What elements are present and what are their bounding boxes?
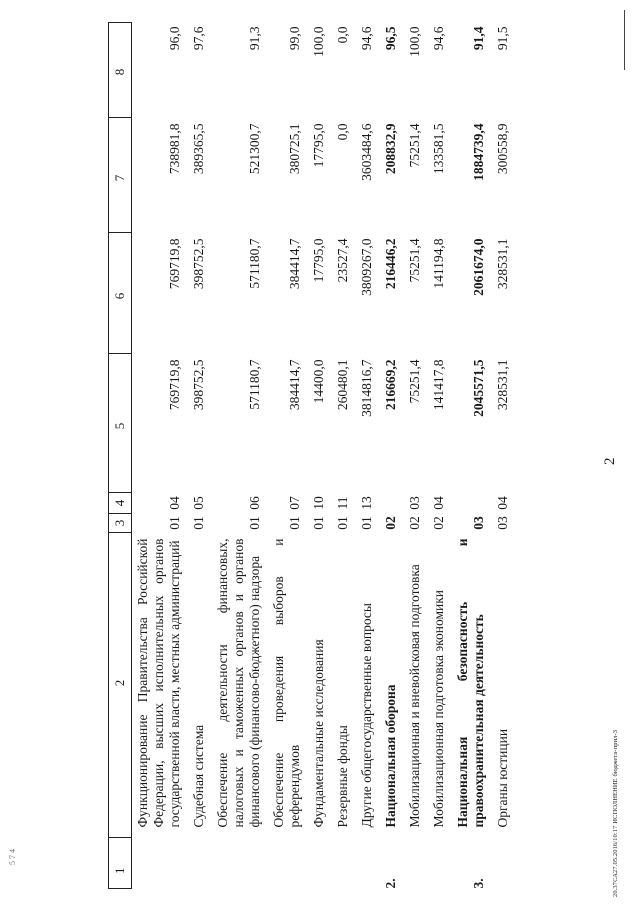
- header-col-5: 5: [109, 354, 132, 493]
- row-section: 01: [287, 516, 302, 530]
- row-section: 01: [311, 516, 326, 530]
- row-section: 03: [471, 516, 486, 530]
- row-value-5: 571180,7: [247, 359, 262, 410]
- row-value-6: 216446,2: [383, 238, 398, 290]
- row-section: 02: [431, 516, 446, 530]
- header-col-4: 4: [109, 493, 132, 514]
- row-section: 03: [495, 516, 510, 530]
- row-value-6: 3809267,0: [359, 238, 374, 296]
- row-value-5: 398752,5: [191, 359, 206, 411]
- row-name: Национальная безопасность и правоохранительная деятельность: [455, 538, 486, 828]
- row-value-8: 91,3: [247, 26, 262, 51]
- row-value-8: 91,4: [471, 26, 486, 51]
- row-value-6: 328531,1: [495, 238, 510, 290]
- row-value-7: 3603484,6: [359, 123, 374, 181]
- row-name: Мобилизационная подготовка экономики: [431, 589, 446, 828]
- row-value-8: 96,5: [383, 26, 398, 51]
- row-value-5: 75251,4: [407, 359, 422, 404]
- row-value-5: 14400,0: [311, 359, 326, 404]
- row-name: Национальная оборона: [383, 684, 398, 828]
- row-section: 01: [247, 516, 262, 530]
- row-subsection: 04: [167, 496, 182, 510]
- row-name: Органы юстиции: [495, 728, 510, 828]
- row-name: Резервные фонды: [335, 725, 350, 828]
- row-value-8: 99,0: [287, 26, 302, 51]
- row-value-8: 97,6: [191, 26, 206, 51]
- table-row: [132, 23, 189, 889]
- row-value-6: 141194,8: [431, 238, 446, 289]
- row-subsection: 10: [311, 496, 326, 510]
- table-row: [188, 23, 212, 889]
- row-value-7: 389365,5: [191, 123, 206, 175]
- row-subsection: 03: [407, 496, 422, 510]
- row-value-5: 769719,8: [167, 359, 182, 411]
- row-value-6: 75251,4: [407, 238, 422, 283]
- row-value-5: 3814816,7: [359, 359, 374, 417]
- row-name: Судебная система: [191, 724, 206, 828]
- row-subsection: [380, 493, 404, 514]
- row-value-7: 133581,5: [431, 123, 446, 175]
- row-value-7: 0,0: [335, 123, 350, 141]
- row-section: 01: [191, 516, 206, 530]
- row-name: Фундаментальные исследования: [311, 639, 326, 828]
- row-value-7: 75251,4: [407, 123, 422, 168]
- row-number: [428, 838, 452, 889]
- row-section: 02: [383, 516, 398, 530]
- row-value-6: 398752,5: [191, 238, 206, 290]
- table-row: [212, 23, 268, 889]
- header-col-1: 1: [109, 838, 132, 889]
- header-col-7: 7: [109, 118, 132, 233]
- row-subsection: 07: [287, 496, 302, 510]
- row-number: [308, 838, 332, 889]
- row-number: [212, 838, 268, 889]
- row-value-6: 23527,4: [335, 238, 350, 283]
- row-section: 01: [335, 516, 350, 530]
- header-col-3: 3: [109, 514, 132, 533]
- row-value-6: 769719,8: [167, 238, 182, 290]
- row-name: Обеспечение деятельности финансовых, налоговых и таможенных органов и органов финансового (финансово-бюджетного) надзора: [215, 538, 262, 828]
- row-value-8: 94,6: [359, 26, 374, 51]
- row-value-7: 208832,9: [383, 123, 398, 175]
- row-value-7: 738981,8: [167, 123, 182, 175]
- table-row: [404, 23, 428, 889]
- row-number: [356, 838, 380, 889]
- row-name: Другие общегосударственные вопросы: [359, 603, 374, 828]
- table-row: [492, 23, 516, 889]
- row-number: 3.: [471, 878, 486, 889]
- table-header-row: [109, 23, 132, 889]
- row-number: [268, 838, 308, 889]
- row-name: Обеспечение проведения выборов и референдумов: [271, 538, 302, 828]
- row-value-7: 521300,7: [247, 123, 262, 175]
- row-name: Мобилизационная и вневойсковая подготовка: [407, 564, 422, 828]
- row-subsection: 06: [247, 496, 262, 510]
- header-col-2: 2: [109, 533, 132, 838]
- edge-line: [624, 10, 625, 70]
- row-value-7: 17795,0: [311, 123, 326, 168]
- row-subsection: 11: [335, 496, 350, 510]
- row-value-6: 17795,0: [311, 238, 326, 283]
- row-number: [132, 838, 189, 889]
- row-value-8: 100,0: [311, 26, 326, 57]
- page-number: 2: [602, 457, 618, 465]
- row-number: 2.: [383, 878, 398, 889]
- row-value-5: 216669,2: [383, 359, 398, 411]
- row-section: 01: [167, 516, 182, 530]
- row-subsection: 05: [191, 496, 206, 510]
- row-subsection: [452, 493, 492, 514]
- row-value-7: 380725,1: [287, 123, 302, 175]
- row-value-5: 384414,7: [287, 359, 302, 411]
- header-col-6: 6: [109, 233, 132, 354]
- row-value-6: 571180,7: [247, 238, 262, 289]
- row-value-7: 300558,9: [495, 123, 510, 175]
- row-value-6: 2061674,0: [471, 238, 486, 296]
- row-section: 01: [359, 516, 374, 530]
- row-number: [404, 838, 428, 889]
- table-row: [452, 23, 492, 889]
- header-col-8: 8: [109, 23, 132, 118]
- footer-text: 20.37СА27.05.2016/10:17 ИСПОЛНЕНИЕ бюджета-прил-3: [612, 729, 619, 897]
- row-subsection: 13: [359, 496, 374, 510]
- row-subsection: 04: [431, 496, 446, 510]
- row-value-5: 328531,1: [495, 359, 510, 411]
- row-value-5: 141417,8: [431, 359, 446, 411]
- corner-mark: 5 7 4: [8, 849, 17, 865]
- row-value-5: 260480,1: [335, 359, 350, 411]
- table-row: [268, 23, 308, 889]
- table-row: [380, 23, 404, 889]
- table-row: [356, 23, 380, 889]
- budget-table: [108, 22, 516, 889]
- table-row: [332, 23, 356, 889]
- row-number: [188, 838, 212, 889]
- row-value-8: 100,0: [407, 26, 422, 57]
- row-value-8: 91,5: [495, 26, 510, 51]
- row-subsection: 04: [495, 496, 510, 510]
- row-number: [492, 838, 516, 889]
- row-value-8: 96,0: [167, 26, 182, 51]
- row-value-8: 94,6: [431, 26, 446, 51]
- row-value-8: 0,0: [335, 26, 350, 44]
- row-number: [332, 838, 356, 889]
- table-row: [428, 23, 452, 889]
- table-row: [308, 23, 332, 889]
- row-name: Функционирование Правительства Российской Федерации, высших исполнительных органов государственной власти, местных администраций: [135, 538, 182, 828]
- row-value-6: 384414,7: [287, 238, 302, 290]
- row-value-7: 1884739,4: [471, 123, 486, 181]
- row-section: 02: [407, 516, 422, 530]
- row-value-5: 2045571,5: [471, 359, 486, 417]
